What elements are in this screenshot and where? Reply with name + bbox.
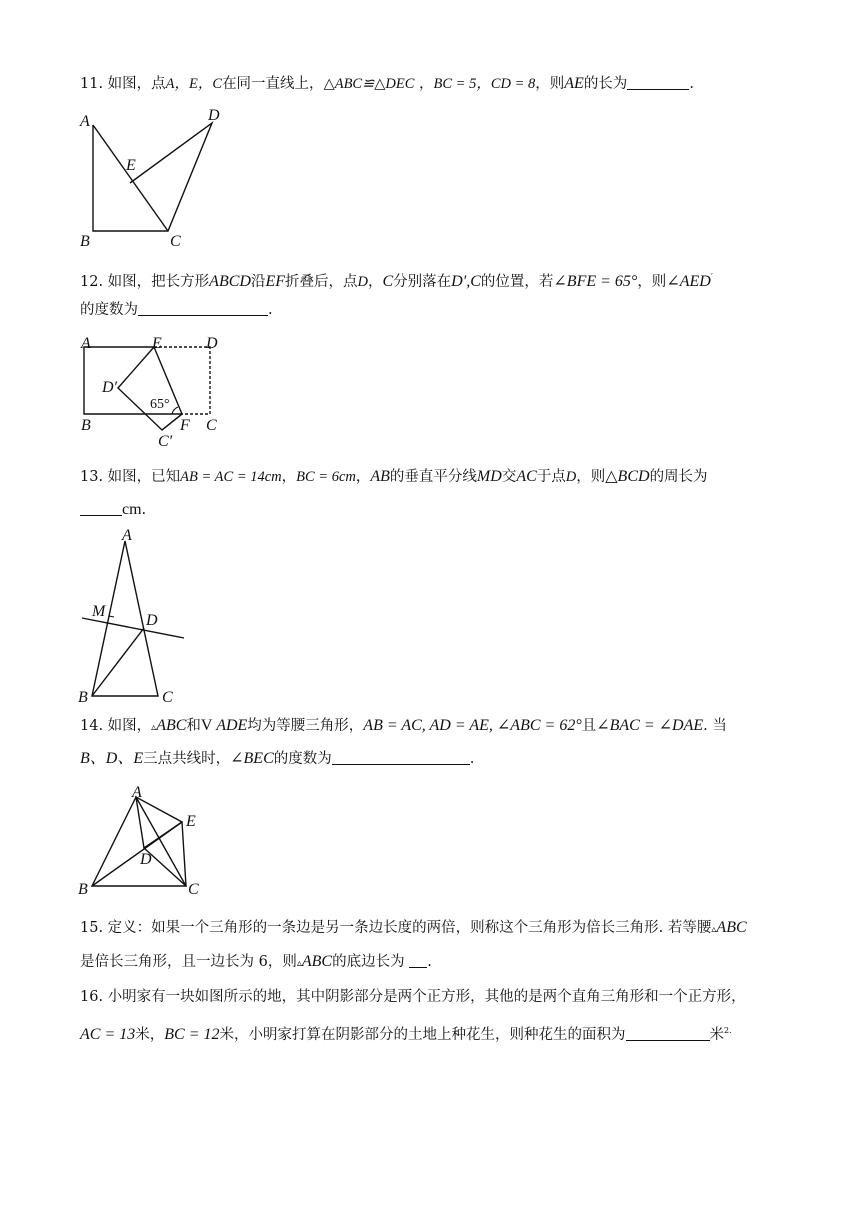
- svg-text:65°: 65°: [150, 397, 170, 412]
- svg-text:C: C: [188, 881, 199, 898]
- q16-text: 16. 小明家有一块如图所示的地，其中阴影部分是两个正方形，其他的是两个直角三角形和一个正方形，: [80, 989, 746, 1005]
- svg-text:A: A: [132, 784, 142, 801]
- q15-text: 15. 定义：如果一个三角形的一条边是另一条边长度的两倍，则称这个三角形为倍长三角形. 若等腰▵ABC: [80, 919, 747, 936]
- svg-text:B: B: [78, 881, 88, 898]
- q11-text: 11. 如图，点A，E，C在同一直线上，△ABC≌△DEC ，BC = 5，CD = 8，则AE的长为 .: [80, 75, 694, 92]
- svg-text:A: A: [81, 335, 91, 352]
- svg-text:D: D: [208, 107, 220, 124]
- svg-text:C′: C′: [158, 433, 173, 450]
- svg-text:E: E: [126, 157, 136, 174]
- q11-answer-blank[interactable]: [627, 75, 689, 90]
- q15-text-2: 是倍长三角形，且一边长为 6，则▵ABC的底边长为 .: [80, 953, 432, 970]
- q13-text: 13. 如图，已知AB = AC = 14cm，BC = 6cm，AB的垂直平分线MD交AC于点D，则△BCD的周长为: [80, 468, 708, 485]
- svg-text:A: A: [122, 527, 132, 544]
- q13-text-2: cm.: [80, 500, 146, 520]
- q14-text: 14. 如图，▵ABC和V ADE均为等腰三角形，AB = AC, AD = AE, ∠ABC = 62°且∠BAC = ∠DAE. 当: [80, 717, 727, 734]
- svg-text:D′: D′: [102, 379, 118, 396]
- svg-text:B: B: [78, 689, 88, 706]
- q16-answer-blank[interactable]: [626, 1026, 710, 1041]
- svg-text:E: E: [186, 813, 196, 830]
- svg-text:M: M: [92, 603, 106, 620]
- q12-answer-blank[interactable]: [138, 301, 268, 316]
- svg-text:C: C: [170, 233, 181, 250]
- svg-text:B: B: [81, 417, 91, 434]
- svg-text:A: A: [80, 113, 90, 130]
- svg-text:E: E: [152, 335, 162, 352]
- q12-text: 12. 如图，把长方形ABCD沿EF折叠后，点D，C分别落在D′,C的位置，若∠BFE = 65°，则∠AED′: [80, 272, 713, 290]
- q16-text-2: AC = 13米，BC = 12米，小明家打算在阴影部分的土地上种花生，则种花生的面积为 米$^{2.}$: [80, 1025, 732, 1043]
- svg-text:D: D: [140, 851, 152, 868]
- q13-answer-blank[interactable]: [80, 501, 122, 516]
- q14-answer-blank[interactable]: [332, 750, 470, 765]
- q11-figure: [78, 108, 238, 253]
- q15-answer-blank[interactable]: [409, 953, 427, 968]
- svg-text:C: C: [206, 417, 217, 434]
- q14-text-2: B、D、E三点共线时，∠BEC的度数为 .: [80, 750, 475, 767]
- svg-text:B: B: [80, 233, 90, 250]
- q13-figure: [78, 526, 198, 706]
- q12-figure: [78, 334, 228, 452]
- svg-text:C: C: [162, 689, 173, 706]
- svg-text:D: D: [146, 612, 158, 629]
- q14-figure: [78, 784, 208, 900]
- svg-text:F: F: [180, 417, 190, 434]
- q12-text-2: 的度数为 .: [80, 302, 273, 318]
- svg-text:D: D: [206, 335, 218, 352]
